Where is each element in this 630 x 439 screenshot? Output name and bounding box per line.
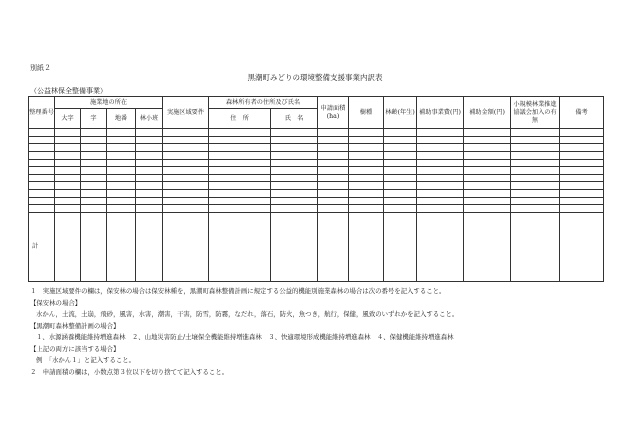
table-cell — [560, 205, 604, 213]
table-cell — [349, 174, 384, 182]
total-label: 計 — [29, 213, 55, 282]
table-cell — [55, 213, 81, 282]
table-cell — [511, 197, 560, 205]
table-cell — [29, 151, 55, 159]
table-cell — [511, 129, 560, 137]
table-cell — [107, 197, 136, 205]
table-cell — [560, 136, 604, 144]
table-cell — [464, 213, 511, 282]
header-remarks: 備考 — [560, 97, 604, 129]
table-cell — [384, 167, 417, 175]
table-cell — [271, 151, 318, 159]
table-cell — [318, 197, 349, 205]
table-cell — [560, 197, 604, 205]
header-subsidy: 補助金額(円) — [464, 97, 511, 129]
table-cell — [81, 190, 107, 198]
notes-section — [30, 286, 610, 378]
table-cell — [209, 213, 271, 282]
table-cell — [464, 136, 511, 144]
table-cell — [349, 159, 384, 167]
table-cell — [81, 144, 107, 152]
table-cell — [560, 182, 604, 190]
heading-forest-plan: 【黒潮町森林整備計画の場合】 — [30, 321, 120, 330]
table-cell — [384, 136, 417, 144]
table-cell — [511, 159, 560, 167]
table-cell — [55, 144, 81, 152]
table-cell — [136, 213, 163, 282]
table-cell — [163, 213, 209, 282]
header-number: 整理番号 — [29, 97, 55, 129]
table-cell — [136, 136, 163, 144]
table-cell — [318, 159, 349, 167]
table-cell — [81, 129, 107, 137]
table-cell — [163, 182, 209, 190]
table-cell — [107, 190, 136, 198]
table-cell — [107, 174, 136, 182]
table-cell — [384, 182, 417, 190]
table-cell — [163, 174, 209, 182]
document-title: 黒潮町みどりの環境整備支援事業内訳表 — [247, 73, 383, 82]
table-cell — [107, 205, 136, 213]
table-cell — [107, 167, 136, 175]
table-cell — [136, 190, 163, 198]
heading-protection-forest: 【保安林の場合】 — [30, 298, 82, 307]
table-cell — [464, 167, 511, 175]
table-cell — [81, 167, 107, 175]
table-cell — [511, 136, 560, 144]
table-cell — [55, 197, 81, 205]
table-cell — [271, 144, 318, 152]
header-lot: 地番 — [107, 109, 136, 129]
table-cell — [464, 197, 511, 205]
table-cell — [271, 174, 318, 182]
heading-both-cases: 【上記の両方に該当する場合】 — [30, 344, 120, 353]
table-cell — [136, 182, 163, 190]
table-cell — [209, 197, 271, 205]
table-cell — [209, 151, 271, 159]
header-address: 住 所 — [209, 109, 271, 129]
table-cell — [417, 129, 464, 137]
table-cell — [417, 174, 464, 182]
table-cell — [55, 190, 81, 198]
total-row — [29, 213, 604, 282]
table-cell — [384, 205, 417, 213]
table-cell — [271, 159, 318, 167]
table-cell — [318, 174, 349, 182]
table-cell — [55, 129, 81, 137]
table-cell — [81, 197, 107, 205]
table-cell — [55, 205, 81, 213]
table-cell — [209, 159, 271, 167]
table-cell — [417, 182, 464, 190]
table-cell — [55, 167, 81, 175]
table-cell — [29, 205, 55, 213]
table-cell — [163, 144, 209, 152]
table-row — [29, 159, 604, 167]
table-cell — [29, 182, 55, 190]
table-cell — [136, 144, 163, 152]
table-cell — [29, 174, 55, 182]
table-cell — [271, 205, 318, 213]
table-cell — [209, 129, 271, 137]
table-cell — [318, 136, 349, 144]
table-cell — [271, 136, 318, 144]
table-cell — [107, 151, 136, 159]
table-cell — [349, 151, 384, 159]
document-subtitle: （公益林保全整備事業） — [30, 87, 107, 95]
table-row — [29, 144, 604, 152]
header-owner-group: 森林所有者の住所及び氏名 — [209, 97, 318, 109]
table-cell — [417, 190, 464, 198]
table-cell — [511, 151, 560, 159]
table-cell — [349, 136, 384, 144]
table-cell — [349, 182, 384, 190]
table-row — [29, 182, 604, 190]
table-cell — [209, 182, 271, 190]
table-cell — [511, 167, 560, 175]
table-cell — [136, 167, 163, 175]
table-cell — [560, 213, 604, 282]
table-cell — [163, 129, 209, 137]
table-cell — [560, 174, 604, 182]
header-area: 申請面積(ha) — [318, 97, 349, 129]
table-cell — [163, 190, 209, 198]
table-cell — [209, 190, 271, 198]
table-cell — [464, 205, 511, 213]
table-cell — [417, 167, 464, 175]
table-cell — [55, 182, 81, 190]
table-cell — [511, 205, 560, 213]
table-cell — [417, 159, 464, 167]
table-cell — [384, 174, 417, 182]
table-cell — [81, 159, 107, 167]
header-location-group: 施業地の所在 — [55, 97, 163, 109]
table-cell — [384, 159, 417, 167]
table-cell — [318, 144, 349, 152]
table-cell — [55, 159, 81, 167]
table-cell — [209, 144, 271, 152]
table-cell — [384, 213, 417, 282]
note-1: １ 実施区域要件の欄は，保安林の場合は保安林種を，黒潮町森林整備計画に規定する公益的機能別施業森林の場合は次の番号を記入すること。 — [30, 287, 446, 295]
table-cell — [107, 159, 136, 167]
table-cell — [318, 205, 349, 213]
table-row — [29, 167, 604, 175]
table-cell — [349, 129, 384, 137]
table-cell — [349, 144, 384, 152]
table-cell — [464, 190, 511, 198]
table-cell — [560, 129, 604, 137]
table-cell — [560, 151, 604, 159]
table-cell — [163, 159, 209, 167]
header-species: 樹種 — [349, 97, 384, 129]
table-cell — [29, 136, 55, 144]
table-cell — [511, 213, 560, 282]
table-cell — [417, 197, 464, 205]
table-cell — [417, 151, 464, 159]
table-cell — [384, 197, 417, 205]
table-cell — [384, 144, 417, 152]
table-cell — [464, 182, 511, 190]
table-cell — [209, 174, 271, 182]
header-aza: 字 — [81, 109, 107, 129]
table-cell — [417, 136, 464, 144]
table-row — [29, 136, 604, 144]
table-cell — [107, 213, 136, 282]
table-cell — [81, 213, 107, 282]
table-cell — [29, 144, 55, 152]
table-cell — [81, 182, 107, 190]
table-cell — [107, 136, 136, 144]
table-cell — [349, 190, 384, 198]
table-cell — [55, 136, 81, 144]
table-cell — [560, 144, 604, 152]
table-cell — [81, 151, 107, 159]
table-cell — [384, 129, 417, 137]
table-cell — [136, 159, 163, 167]
table-row — [29, 174, 604, 182]
table-cell — [29, 159, 55, 167]
table-body — [29, 129, 604, 282]
table-row — [29, 151, 604, 159]
table-cell — [417, 213, 464, 282]
table-cell — [464, 144, 511, 152]
table-cell — [318, 182, 349, 190]
table-cell — [318, 129, 349, 137]
header-aza-large: 大字 — [55, 109, 81, 129]
table-cell — [384, 151, 417, 159]
table-cell — [136, 174, 163, 182]
table-cell — [384, 190, 417, 198]
forest-plan-list: １、水源涵養機能維持増進森林 ２、山地災害防止/土壌保全機能維持増進森林 ３、快適環境形成機能維持増進森林 ４、保健機能維持増進森林 — [36, 333, 454, 341]
table-cell — [349, 167, 384, 175]
table-cell — [560, 167, 604, 175]
table-cell — [81, 205, 107, 213]
table-cell — [511, 174, 560, 182]
table-cell — [511, 190, 560, 198]
table-cell — [464, 129, 511, 137]
table-cell — [81, 174, 107, 182]
header-cost: 補助事業費(円) — [417, 97, 464, 129]
protection-forest-list: 水かん，土流，土崩，飛砂，風害，水害，潮害，干害，防雪，防霧，なだれ，落石，防火，魚つき，航行，保健，風致のいずれかを記入すること。 — [36, 310, 459, 318]
note-2: ２ 申請面積の欄は，小数点第３位以下を切り捨てて記入すること。 — [30, 367, 229, 376]
table-cell — [107, 129, 136, 137]
table-cell — [163, 151, 209, 159]
table-cell — [318, 151, 349, 159]
table-cell — [271, 197, 318, 205]
table-cell — [209, 205, 271, 213]
table-cell — [560, 190, 604, 198]
table-cell — [271, 190, 318, 198]
table-cell — [271, 213, 318, 282]
header-forest-class: 林小班 — [136, 109, 163, 129]
header-name: 氏 名 — [271, 109, 318, 129]
header-age: 林齢(年生) — [384, 97, 417, 129]
table-cell — [107, 144, 136, 152]
table-cell — [464, 174, 511, 182]
table-cell — [163, 197, 209, 205]
table-cell — [136, 197, 163, 205]
table-cell — [464, 151, 511, 159]
example-text: 例 「水かん１」と記入すること。 — [36, 356, 136, 364]
table-cell — [136, 205, 163, 213]
table-cell — [349, 197, 384, 205]
table-cell — [560, 159, 604, 167]
table-cell — [511, 144, 560, 152]
table-row — [29, 205, 604, 213]
table-cell — [318, 190, 349, 198]
table-cell — [163, 167, 209, 175]
table-cell — [464, 159, 511, 167]
table-cell — [29, 167, 55, 175]
table-cell — [29, 129, 55, 137]
table-cell — [81, 136, 107, 144]
table-cell — [136, 151, 163, 159]
header-association: 小規模林業推進協議会加入の有無 — [511, 97, 560, 129]
table-cell — [511, 182, 560, 190]
table-cell — [29, 197, 55, 205]
table-cell — [417, 144, 464, 152]
table-row — [29, 197, 604, 205]
table-cell — [163, 205, 209, 213]
table-cell — [349, 205, 384, 213]
table-cell — [55, 174, 81, 182]
table-cell — [271, 182, 318, 190]
table-cell — [318, 167, 349, 175]
table-cell — [318, 213, 349, 282]
header-requirement: 実施区域要件 — [163, 97, 209, 129]
table-cell — [136, 129, 163, 137]
table-cell — [55, 151, 81, 159]
table-cell — [163, 136, 209, 144]
table-cell — [209, 136, 271, 144]
table-cell — [107, 182, 136, 190]
table-cell — [417, 205, 464, 213]
table-cell — [209, 167, 271, 175]
breakdown-table — [28, 96, 604, 282]
table-cell — [349, 213, 384, 282]
attachment-label: 別紙２ — [30, 64, 51, 72]
table-row — [29, 190, 604, 198]
table-row — [29, 129, 604, 137]
table-cell — [29, 190, 55, 198]
table-cell — [271, 167, 318, 175]
table-cell — [271, 129, 318, 137]
